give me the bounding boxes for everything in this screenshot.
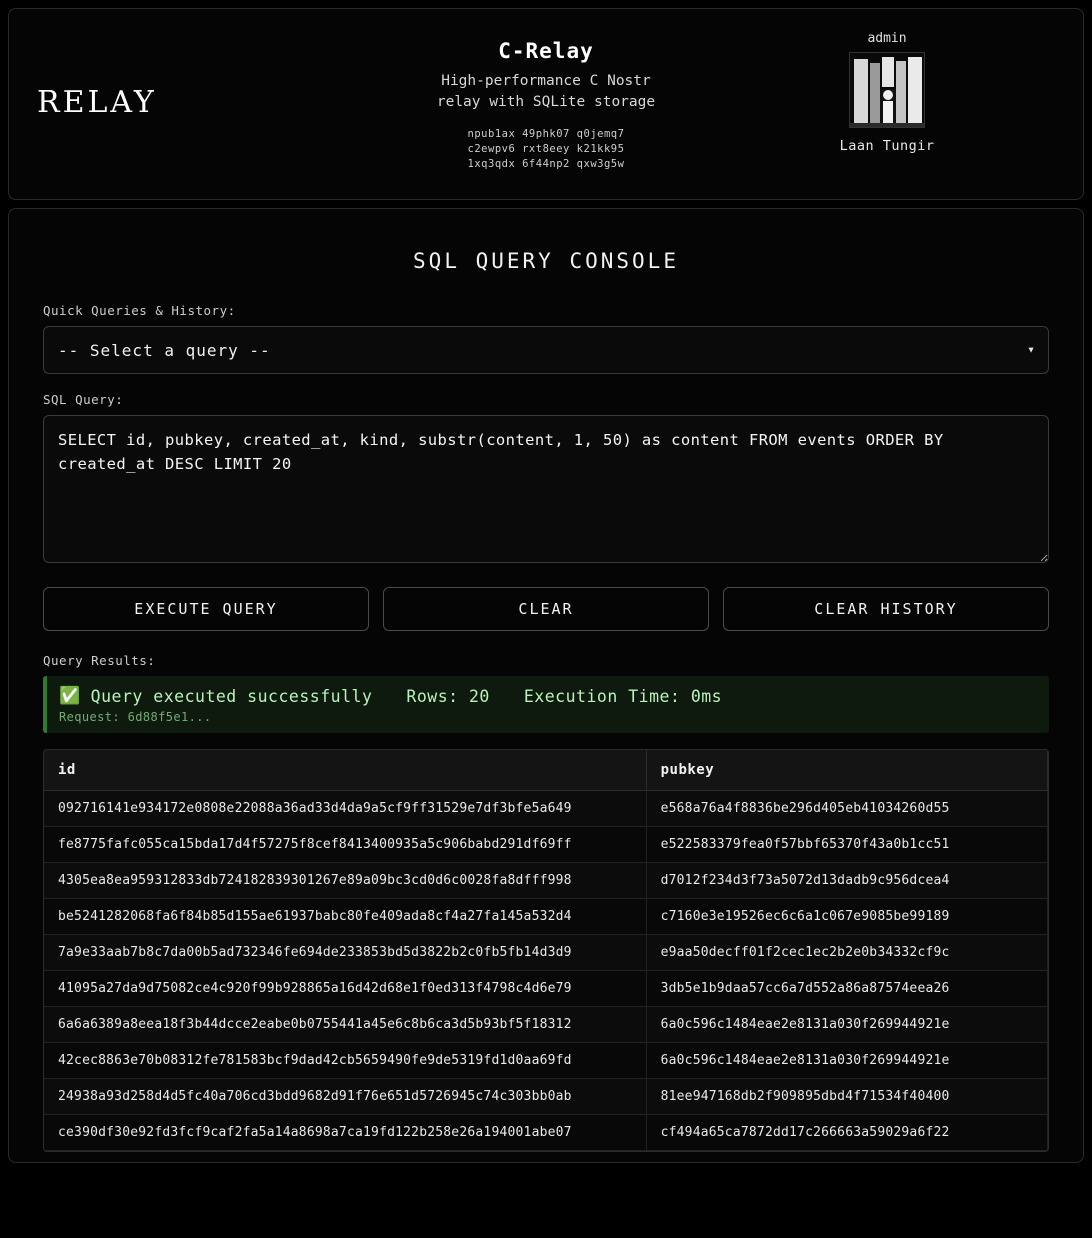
console-button-row xyxy=(43,587,1049,631)
cell-id: be5241282068fa6f84b85d155ae61937babc80fe409ada8cf4a27fa145a532d4 xyxy=(44,899,646,935)
quick-queries-select[interactable] xyxy=(43,326,1049,374)
table-row xyxy=(44,863,1048,899)
table-row xyxy=(44,1043,1048,1079)
table-row xyxy=(44,899,1048,935)
table-row xyxy=(44,1007,1048,1043)
table-row xyxy=(44,1115,1048,1151)
query-request-id: Request: 6d88f5e1... xyxy=(59,710,212,724)
cell-id: 4305ea8ea959312833db724182839301267e89a09bc3cd0d6c0028fa8dfff998 xyxy=(44,863,646,899)
query-status-message: Query executed successfully xyxy=(90,686,373,706)
column-header-pubkey[interactable]: pubkey xyxy=(646,750,1047,791)
cell-id: 7a9e33aab7b8c7da00b5ad732346fe694de233853bd5d3822b2c0fb5fb14d3d9 xyxy=(44,935,646,971)
cell-id: 6a6a6389a8eea18f3b44dcce2eabe0b0755441a45e6c8b6ca3d5b93bf5f18312 xyxy=(44,1007,646,1043)
query-rows-count: Rows: 20 xyxy=(406,686,490,706)
results-table-body xyxy=(44,791,1048,1151)
results-table-wrap xyxy=(43,749,1049,1152)
quick-queries-label: Quick Queries & History: xyxy=(43,303,236,318)
sql-query-label: SQL Query: xyxy=(43,392,124,407)
cell-pubkey: 81ee947168db2f909895dbd4f71534f40400 xyxy=(646,1079,1047,1115)
brand xyxy=(37,27,373,177)
clear-history-button[interactable]: CLEAR HISTORY xyxy=(723,587,1049,631)
query-status-box xyxy=(43,676,1049,733)
table-header-row xyxy=(44,750,1048,791)
query-results-label: Query Results: xyxy=(43,653,156,668)
chevron-down-icon: ▾ xyxy=(1027,342,1035,358)
results-table xyxy=(44,750,1048,1151)
table-row xyxy=(44,791,1048,827)
sql-console-panel xyxy=(8,208,1084,1163)
brand-title: RELAY xyxy=(37,84,157,120)
cell-id: ce390df30e92fd3fcf9caf2fa5a14a8698a7ca19fd122b258e26a194001abe07 xyxy=(44,1115,646,1151)
relay-npub xyxy=(373,127,719,173)
execute-query-button[interactable]: EXECUTE QUERY xyxy=(43,587,369,631)
npub-line-2: c2ewpv6 rxt8eey k21kk95 xyxy=(467,143,625,156)
cell-pubkey: cf494a65ca7872dd17c266663a59029a6f22 xyxy=(646,1115,1047,1151)
table-row xyxy=(44,935,1048,971)
cell-pubkey: d7012f234d3f73a5072d13dadb9c956dcea4 xyxy=(646,863,1047,899)
quick-queries-select-wrap xyxy=(43,326,1049,374)
column-header-id[interactable]: id xyxy=(44,750,646,791)
user-role-label: admin xyxy=(867,31,907,46)
npub-line-3: 1xq3qdx 6f44np2 qxw3g5w xyxy=(467,158,625,171)
table-row xyxy=(44,971,1048,1007)
npub-line-1: npub1ax 49phk07 q0jemq7 xyxy=(467,128,625,141)
user-name: Laan Tungir xyxy=(839,138,935,154)
user-panel xyxy=(719,27,1055,154)
avatar[interactable] xyxy=(849,52,925,128)
user-photo-icon xyxy=(850,53,925,128)
cell-pubkey: c7160e3e19526ec6c6a1c067e9085be99189 xyxy=(646,899,1047,935)
cell-id: 092716141e934172e0808e22088a36ad33d4da9a5cf9ff31529e7df3bfe5a649 xyxy=(44,791,646,827)
cell-id: 41095a27da9d75082ce4c920f99b928865a16d42d68e1f0ed313f4798c4d6e79 xyxy=(44,971,646,1007)
clear-button[interactable]: CLEAR xyxy=(383,587,709,631)
app-subtitle: High-performance C Nostr relay with SQLite storage xyxy=(436,73,656,111)
app-identity xyxy=(373,27,719,173)
console-title: SQL QUERY CONSOLE xyxy=(413,249,679,273)
success-check-icon: ✅ xyxy=(59,686,81,706)
cell-pubkey: e522583379fea0f57bbf65370f43a0b1cc51 xyxy=(646,827,1047,863)
cell-pubkey: e568a76a4f8836be296d405eb41034260d55 xyxy=(646,791,1047,827)
table-row xyxy=(44,1079,1048,1115)
table-row xyxy=(44,827,1048,863)
query-status-line xyxy=(59,686,1037,706)
query-execution-time: Execution Time: 0ms xyxy=(523,686,723,706)
page-header xyxy=(8,8,1084,200)
sql-query-input[interactable] xyxy=(43,415,1049,563)
app-title: C-Relay xyxy=(498,39,594,63)
cell-id: 42cec8863e70b08312fe781583bcf9dad42cb5659490fe9de5319fd1d0aa69fd xyxy=(44,1043,646,1079)
cell-pubkey: 6a0c596c1484eae2e8131a030f269944921e xyxy=(646,1043,1047,1079)
cell-id: 24938a93d258d4d5fc40a706cd3bdd9682d91f76e651d5726945c74c303bb0ab xyxy=(44,1079,646,1115)
cell-id: fe8775fafc055ca15bda17d4f57275f8cef8413400935a5c906babd291df69ff xyxy=(44,827,646,863)
cell-pubkey: e9aa50decff01f2cec1ec2b2e0b34332cf9c xyxy=(646,935,1047,971)
cell-pubkey: 3db5e1b9daa57cc6a7d552a86a87574eea26 xyxy=(646,971,1047,1007)
cell-pubkey: 6a0c596c1484eae2e8131a030f269944921e xyxy=(646,1007,1047,1043)
